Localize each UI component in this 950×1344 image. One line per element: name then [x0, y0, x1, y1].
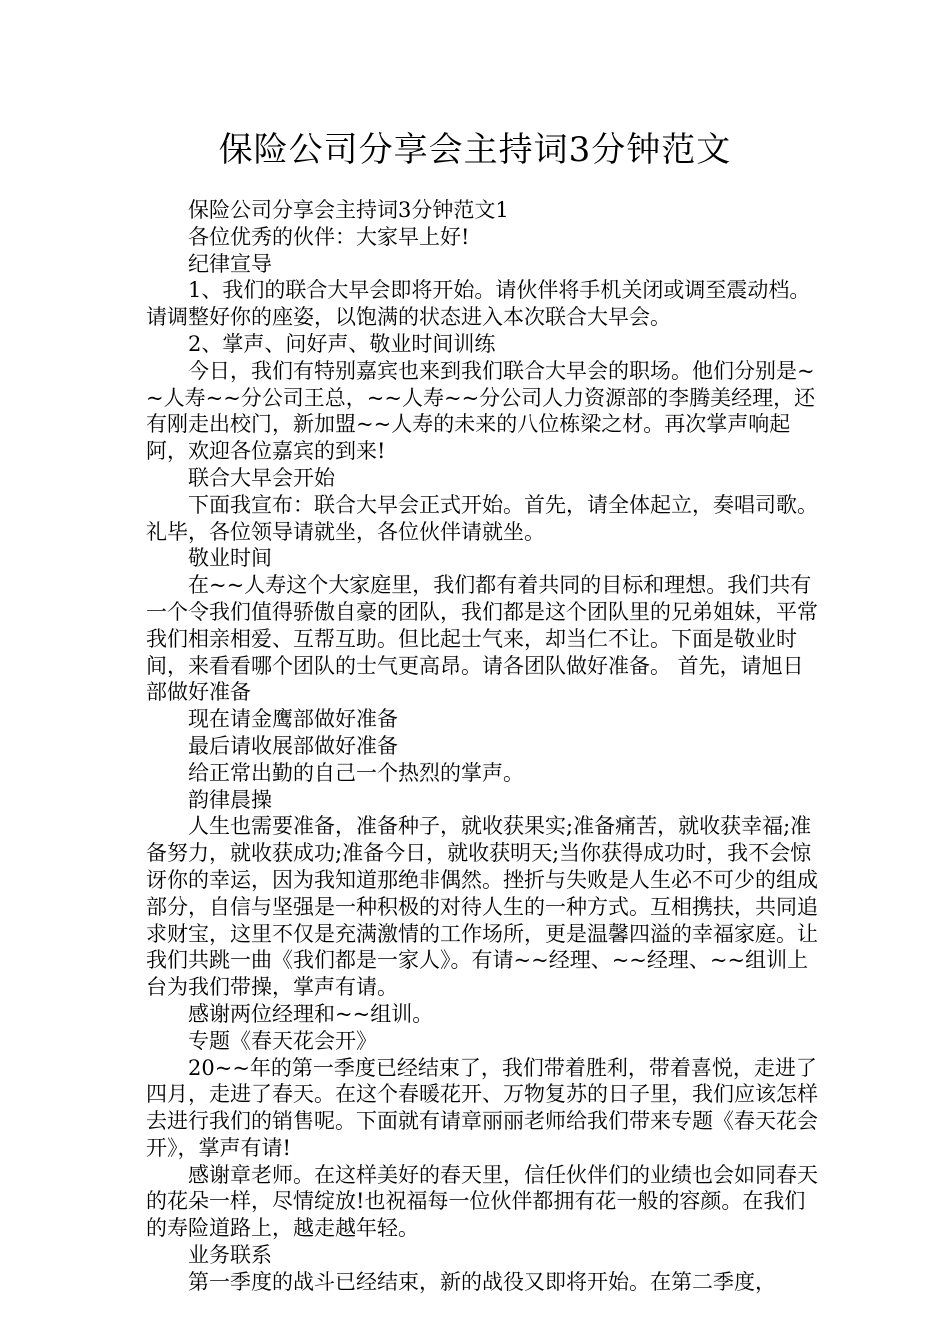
paragraph: 最后请收展部做好准备 [188, 733, 398, 758]
paragraph: 感谢章老师。在这样美好的春天里，信任伙伴们的业绩也会如同春天的花朵一样，尽情绽放!也祝福每一位伙伴都拥有花一般的容颜。在我们的寿险道路上，越走越年轻。 [146, 1162, 818, 1241]
document-title: 保险公司分享会主持词3分钟范文 [218, 130, 732, 170]
paragraph: 在~~人寿这个大家庭里，我们都有着共同的目标和理想。我们共有一个令我们值得骄傲自豪的团队，我们都是这个团队里的兄弟姐妹，平常我们相亲相爱、互帮互助。但比起士气来，却当仁不让。下面是敬业时间，来看看哪个团队的士气更高昂。请各团队做好准备。 首先，请旭日部做好准备 [146, 573, 818, 705]
paragraph: 2、掌声、问好声、敬业时间训练 [188, 331, 496, 356]
paragraph: 下面我宣布：联合大早会正式开始。首先，请全体起立，奏唱司歌。礼毕，各位领导请就坐，各位伙伴请就坐。 [146, 492, 818, 544]
paragraph: 联合大早会开始 [188, 465, 335, 490]
paragraph: 保险公司分享会主持词3分钟范文1 [188, 198, 509, 222]
paragraph: 韵律晨操 [188, 787, 272, 812]
paragraph: 给正常出勤的自己一个热烈的掌声。 [188, 760, 524, 785]
paragraph: 感谢两位经理和~~组训。 [188, 1001, 434, 1026]
paragraph: 业务联系 [188, 1243, 272, 1268]
document-body [146, 197, 822, 1296]
paragraph: 专题《春天花会开》 [188, 1028, 377, 1053]
paragraph: 人生也需要准备，准备种子，就收获果实;准备痛苦，就收获幸福;准备努力，就收获成功;准备今日，就收获明天;当你获得成功时，我不会惊讶你的幸运，因为我知道那绝非偶然。挫折与失败是人生必不可少的组成部分，自信与坚强是一种积极的对待人生的一种方式。互相携扶，共同追求财宝，这里不仅是充满激情的工作场所，更是温馨四溢的幸福家庭。让我们共跳一曲《我们都是一家人》。有请~~经理、~~经理、~~组训上台为我们带操，掌声有请。 [146, 814, 818, 1000]
paragraph: 各位优秀的伙伴：大家早上好! [188, 224, 470, 249]
paragraph: 1、我们的联合大早会即将开始。请伙伴将手机关闭或调至震动档。请调整好你的座姿，以饱满的状态进入本次联合大早会。 [146, 278, 811, 330]
paragraph: 第一季度的战斗已经结束，新的战役又即将开始。在第二季度， [188, 1269, 776, 1294]
paragraph: 20~~年的第一季度已经结束了，我们带着胜利，带着喜悦，走进了四月，走进了春天。在这个春暖花开、万物复苏的日子里，我们应该怎样去进行我们的销售呢。下面就有请章丽丽老师给我们带来专题《春天花会开》，掌声有请! [146, 1055, 818, 1160]
paragraph: 今日，我们有特别嘉宾也来到我们联合大早会的职场。他们分别是~~人寿~~分公司王总，~~人寿~~分公司人力资源部的李腾美经理，还有刚走出校门，新加盟~~人寿的未来的八位栋梁之材。再次掌声响起阿，欢迎各位嘉宾的到来! [146, 358, 816, 464]
paragraph: 现在请金鹰部做好准备 [188, 707, 398, 732]
paragraph: 敬业时间 [188, 546, 272, 571]
paragraph: 纪律宣导 [188, 251, 272, 276]
